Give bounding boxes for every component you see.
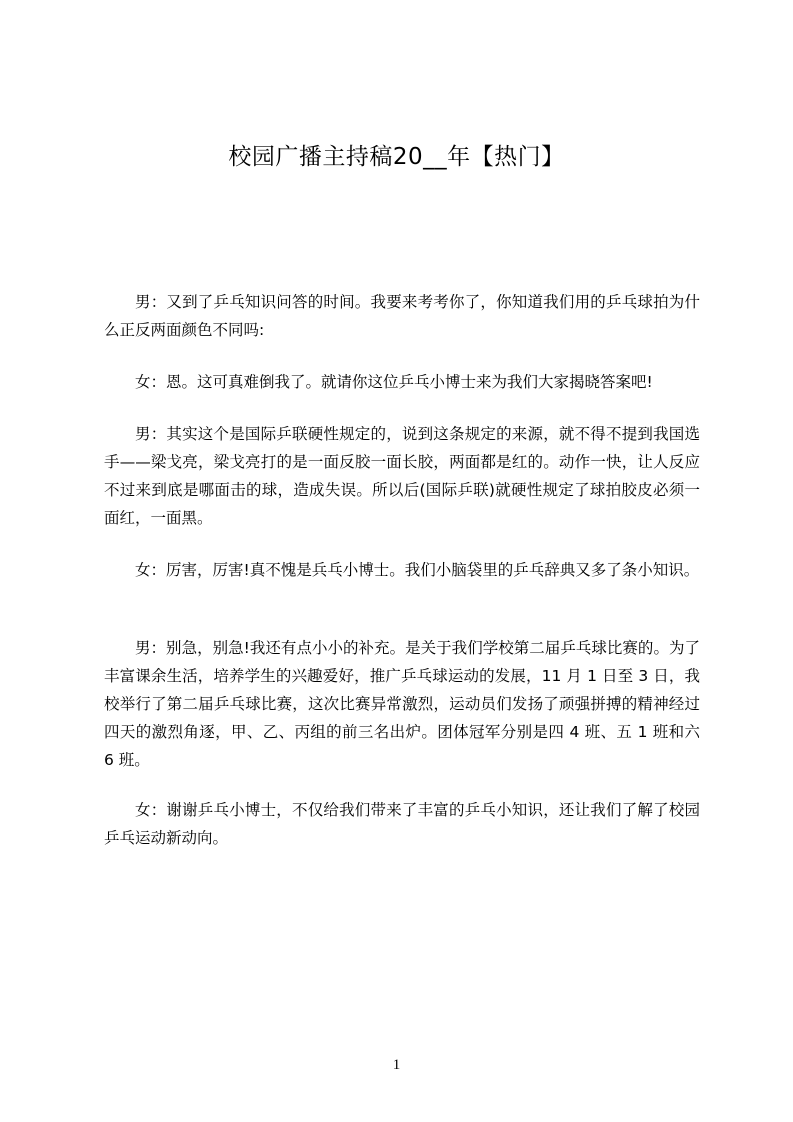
document-title: 校园广播主持稿20__年【热门】 [228, 144, 565, 170]
paragraph-4: 女：厉害，厉害!真不愧是兵乓小博士。我们小脑袋里的乒乓辞典又多了条小知识。 [135, 561, 700, 579]
paragraph-1: 男：又到了乒乓知识问答的时间。我要来考考你了，你知道我们用的乒乓球拍为什么正反两面颜色不同吗: [104, 293, 700, 339]
paragraph-5: 男：别急，别急!我还有点小小的补充。是关于我们学校第二届乒乓球比赛的。为了丰富课余生活，培养学生的兴趣爱好，推广乒乓球运动的发展，11 月 1 日至 3 日，我校举行了第二届乒乓球比赛，这次比赛异常激烈，运动员们发扬了顽强拼搏的精神经过四天的激烈角逐，甲、乙、丙组的前三名出炉。团体冠军分别是四 4 班、五 1 班和六 6 班。 [104, 639, 700, 769]
page-number: 1 [392, 1057, 401, 1073]
paragraph-2: 女：恩。这可真难倒我了。就请你这位乒乓小博士来为我们大家揭晓答案吧! [135, 373, 653, 391]
paragraph-6: 女：谢谢乒乓小博士，不仅给我们带来了丰富的乒乓小知识，还让我们了解了校园乒乓运动新动向。 [104, 801, 700, 847]
paragraph-3: 男：其实这个是国际乒联硬性规定的，说到这条规定的来源，就不得不提到我国选手——梁戈亮，梁戈亮打的是一面反胶一面长胶，两面都是红的。动作一快，让人反应不过来到底是哪面击的球，造成失误。所以后(国际乒联)就硬性规定了球拍胶皮必须一面红，一面黑。 [104, 425, 700, 527]
